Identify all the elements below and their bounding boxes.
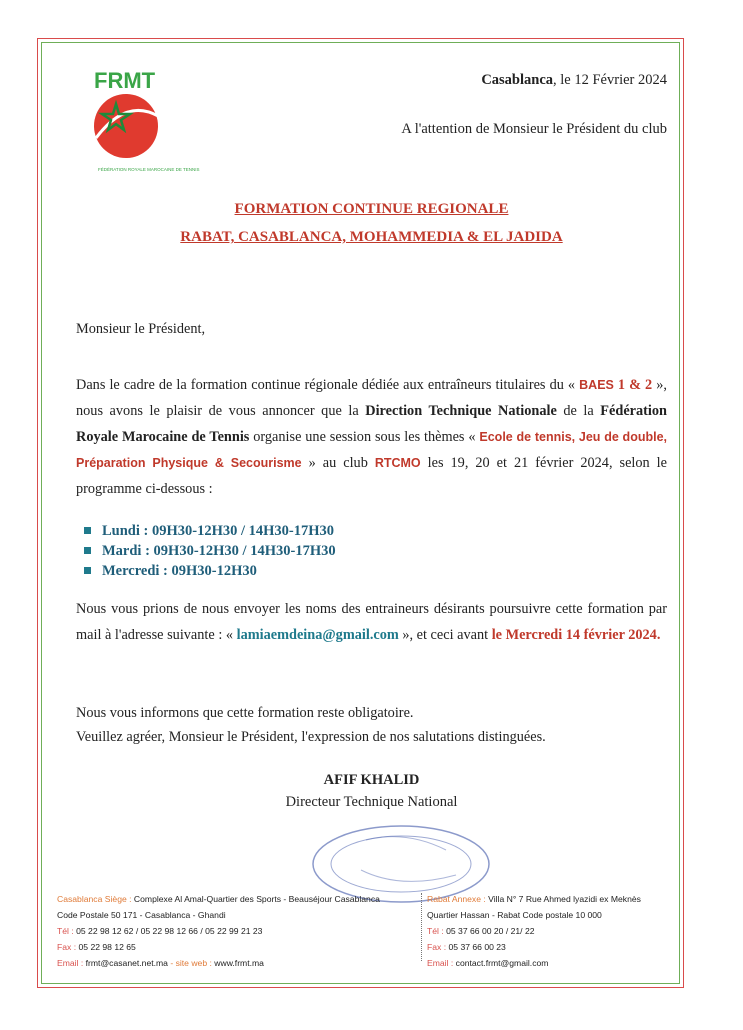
paragraph-3: Nous vous informons que cette formation reste obligatoire. (76, 705, 414, 721)
logo-text: FRMT (94, 68, 156, 93)
paragraph-1: Dans le cadre de la formation continue régionale dédiée aux entraîneurs titulaires du « BAES 1 & 2 », nous avons le plaisir de vous annoncer que la Direction Technique Nationale de la Fédération Royale Marocaine de Tennis organise une session sous les thèmes « Ecole de tennis, Jeu de double, Préparation Physique & Secourisme » au club RTCMO les 19, 20 et 21 février 2024, selon le programme ci-dessous : (76, 377, 668, 497)
title-line-1: FORMATION CONTINUE REGIONALE (234, 201, 509, 217)
logo-subtext: FÉDÉRATION ROYALE MAROCAINE DE TENNIS (98, 167, 200, 172)
schedule-list (82, 521, 336, 581)
paragraph-4: Veuillez agréer, Monsieur le Président, l'expression de nos salutations distinguées. (76, 729, 546, 745)
signatory-title: Directeur Technique National (285, 794, 458, 810)
footer-website-link[interactable]: www.frmt.ma (211, 958, 264, 968)
signatory-name: AFIF KHALID (323, 772, 420, 788)
footer-right: Rabat Annexe : Villa N° 7 Rue Ahmed lyazidi ex Meknès Quartier Hassan - Rabat Code postale 10 000 Tél : 05 37 66 00 20 / 21/ 22 Fax : 05 37 66 00 23 Email : contact.frmt@gmail.com (427, 894, 641, 968)
footer-right-email[interactable]: contact.frmt@gmail.com (453, 958, 549, 968)
contact-email[interactable]: lamiaemdeina@gmail.com (236, 627, 399, 643)
title-line-2: RABAT, CASABLANCA, MOHAMMEDIA & EL JADIDA (180, 229, 563, 245)
attention-line: A l'attention de Monsieur le Président du club (401, 121, 667, 137)
date-city: Casablanca (481, 72, 554, 88)
footer-divider (421, 893, 423, 961)
schedule-item-mercredi: Mercredi : 09H30-12H30 (82, 561, 336, 581)
date-line (481, 72, 667, 89)
footer-left: Casablanca Siège : Complexe Al Amal-Quartier des Sports - Beauséjour Casablanca Code Postale 50 171 - Casablanca - Ghandi Tél : 05 22 98 12 62 / 05 22 98 12 66 / 05 22 99 21 23 Fax : 05 22 98 12 65 Email : frmt@casanet.net.ma - site web : www.frmt.ma (57, 894, 380, 968)
footer-left-email[interactable]: frmt@casanet.net.ma (83, 958, 168, 968)
frmt-logo (78, 68, 200, 180)
schedule-item-lundi: Lundi : 09H30-12H30 / 14H30-17H30 (82, 521, 336, 541)
date-text: , le 12 Février 2024 (553, 72, 667, 88)
salutation: Monsieur le Président, (76, 321, 206, 337)
paragraph-2: Nous vous prions de nous envoyer les noms des entraineurs désirants poursuivre cette formation par mail à l'adresse suivante : « lamiaemdeina@gmail.com », et ceci avant le Mercredi 14 février 2024. (76, 601, 667, 643)
schedule-item-mardi: Mardi : 09H30-12H30 / 14H30-17H30 (82, 541, 336, 561)
